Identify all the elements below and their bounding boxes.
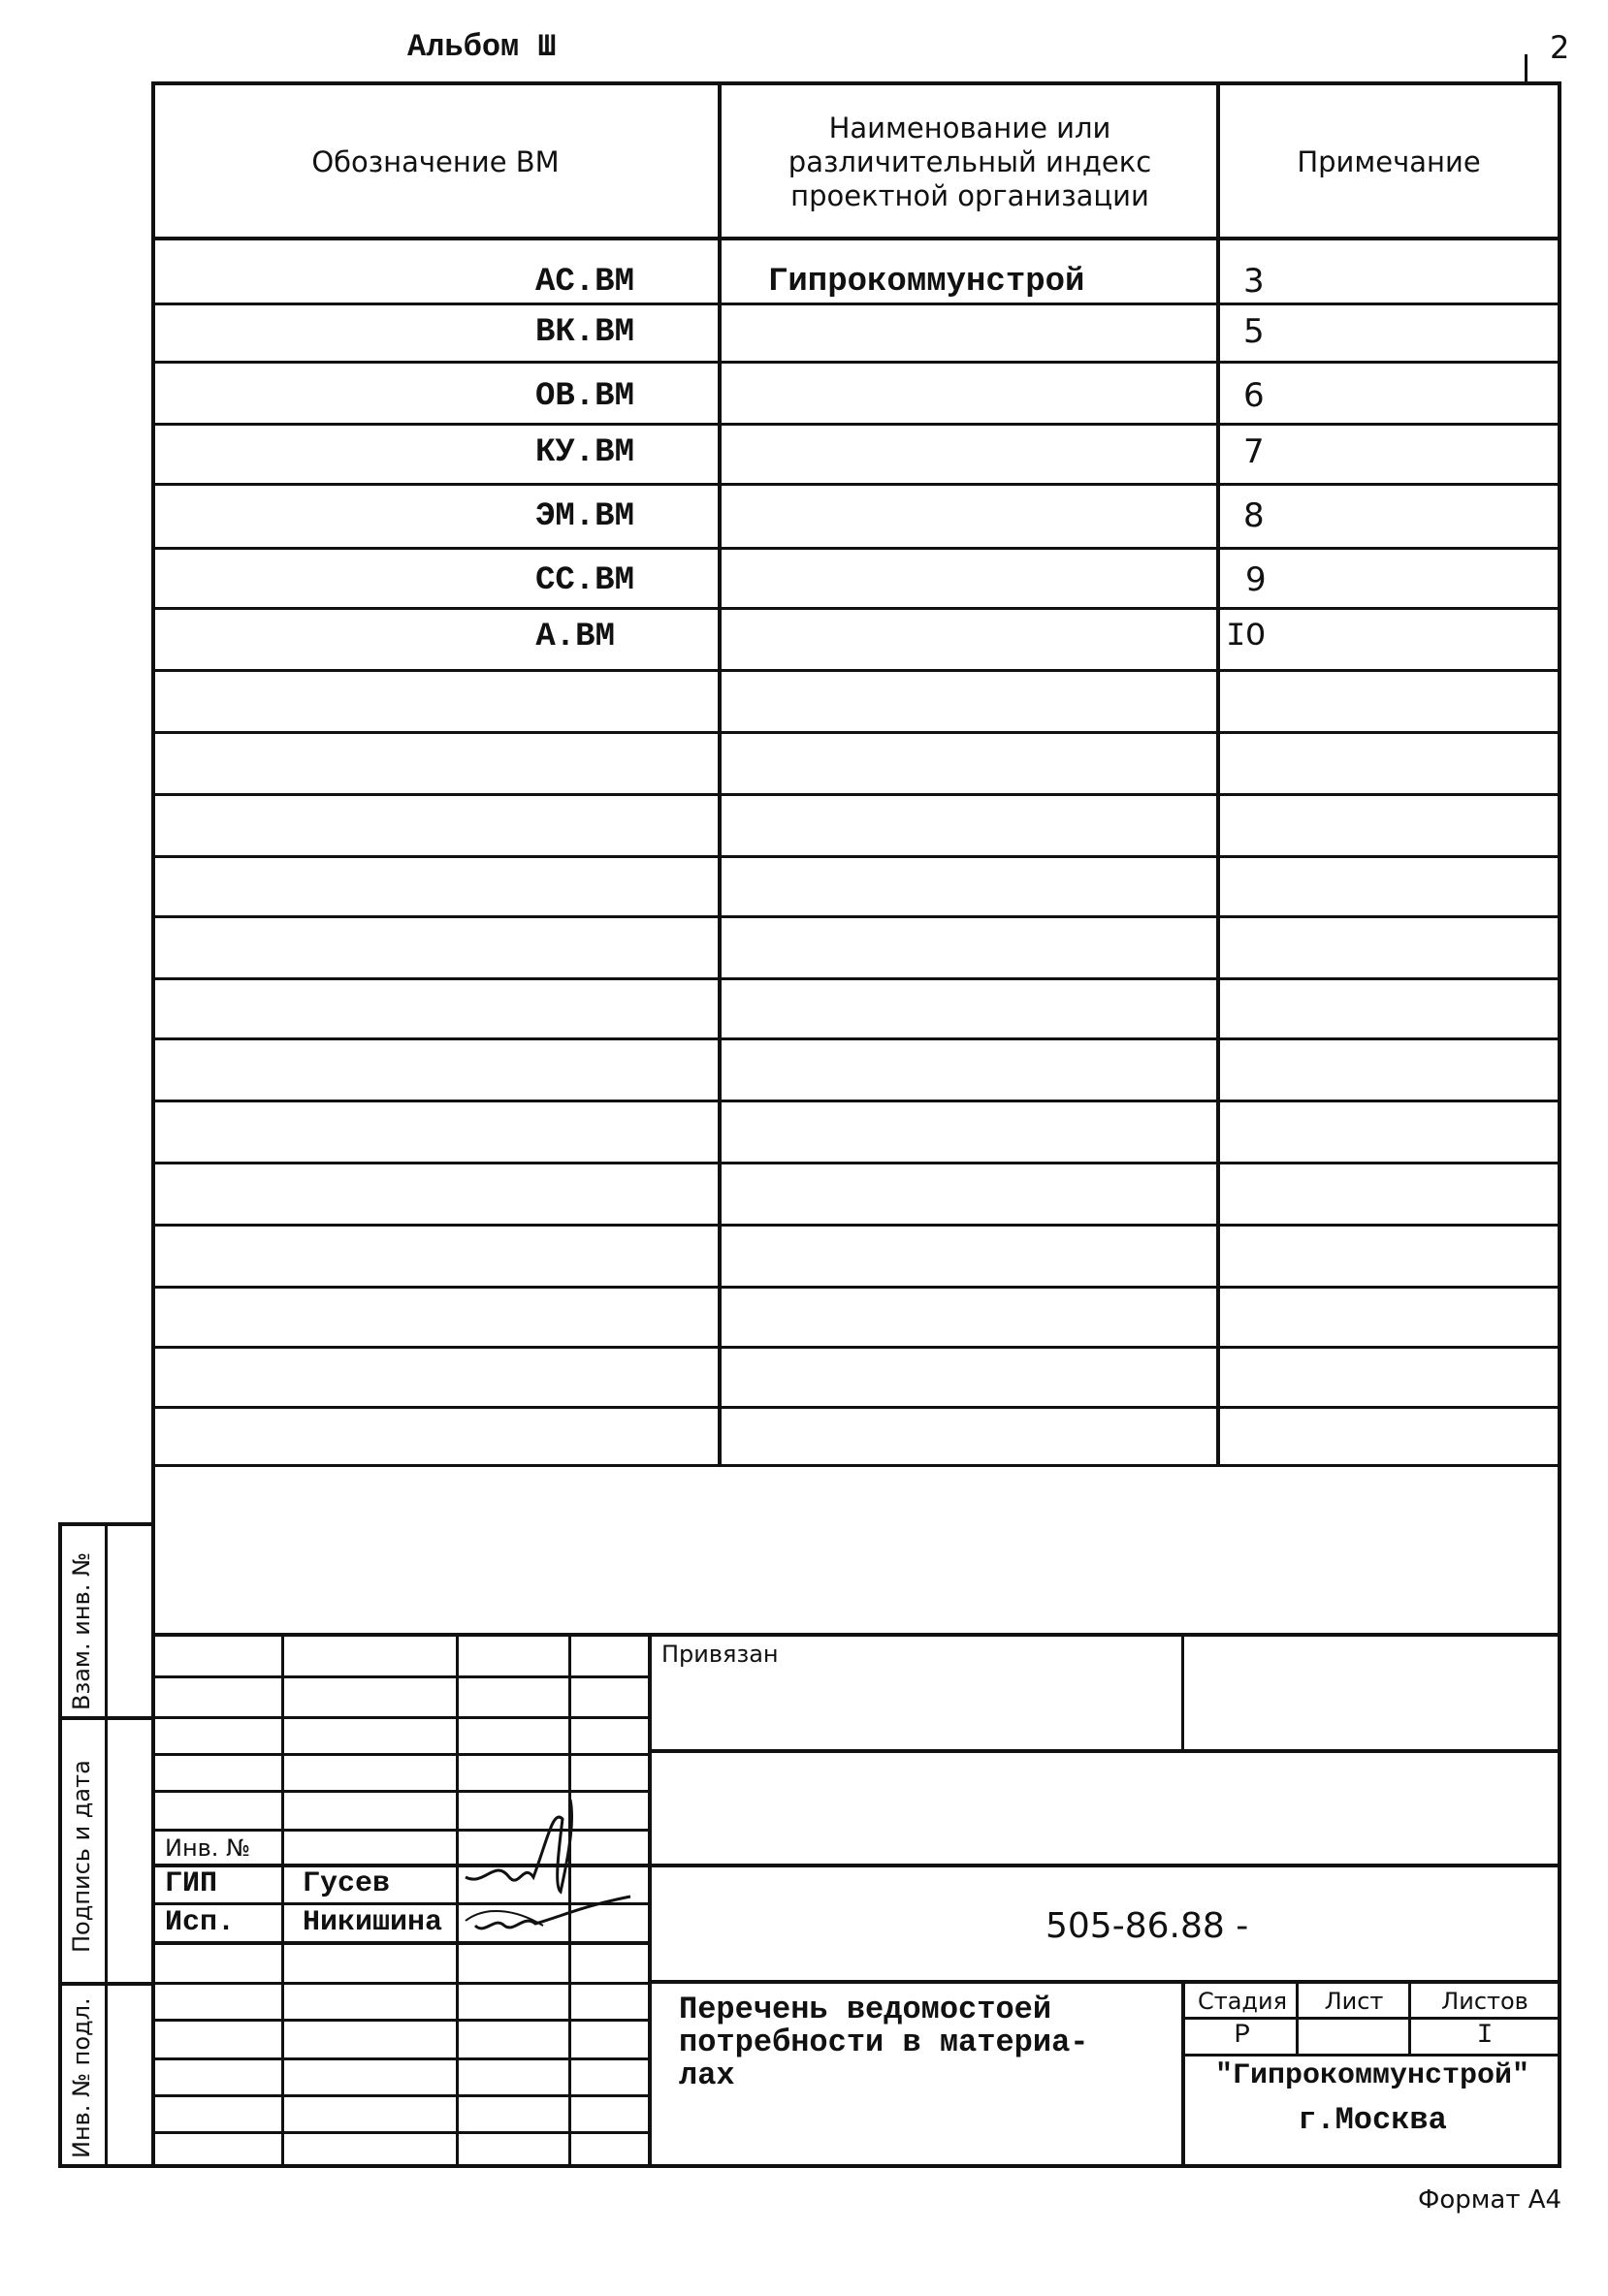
stage-label: Стадия [1197,1988,1288,2015]
stage-value: Р [1234,2021,1251,2051]
row-name: Гипрокоммунстрой [768,264,1085,301]
gip-role: ГИП [165,1867,218,1900]
row-note: 7 [1243,432,1265,471]
side-label-podpis: Подпись и дата [68,1760,95,1953]
sheets-label: Листов [1441,1988,1528,2015]
header-note: Примечание [1297,145,1481,178]
sheet-label: Лист [1324,1988,1384,2015]
row-note: 9 [1245,560,1267,599]
inv-number-label: Инв. № [165,1834,251,1862]
header-name: Наименование или различительный индекс проектной организации [788,112,1152,212]
isp-role: Исп. [165,1906,236,1939]
row-designation: КУ.ВМ [534,434,634,471]
side-label-inv-podl: Инв. № подл. [68,1997,95,2158]
sheet-number: 2 [1550,29,1570,66]
organization-city: г.Москва [1298,2102,1447,2138]
row-note: 8 [1243,496,1265,535]
organization-name: "Гипрокоммунстрой" [1214,2059,1530,2092]
row-designation: ОВ.ВМ [534,378,634,415]
document-title: Перечень ведомостоей потребности в материа- лах [679,1992,1089,2093]
row-designation: ВК.ВМ [534,314,634,351]
isp-name: Никишина [303,1906,443,1939]
header-designation: Обозначение ВМ [311,145,560,178]
row-designation: СС.ВМ [534,562,634,599]
row-designation: А.ВМ [535,619,615,655]
row-note: 3 [1243,262,1265,301]
row-note: IO [1226,619,1266,655]
album-label: Альбом Ш [407,29,557,65]
format-label: Формат А4 [1418,2185,1562,2215]
row-designation: ЭМ.ВМ [534,498,634,535]
sheets-value: I [1476,2021,1494,2051]
row-designation: АС.ВМ [534,264,634,301]
side-label-vzam: Взам. инв. № [68,1552,95,1710]
signature-image [456,1780,650,1955]
row-note: 5 [1243,312,1265,351]
row-note: 6 [1243,376,1265,415]
gip-name: Гусев [303,1867,391,1900]
document-code: 505-86.88 - [1045,1906,1249,1946]
privyazan-label: Привязан [661,1641,779,1668]
